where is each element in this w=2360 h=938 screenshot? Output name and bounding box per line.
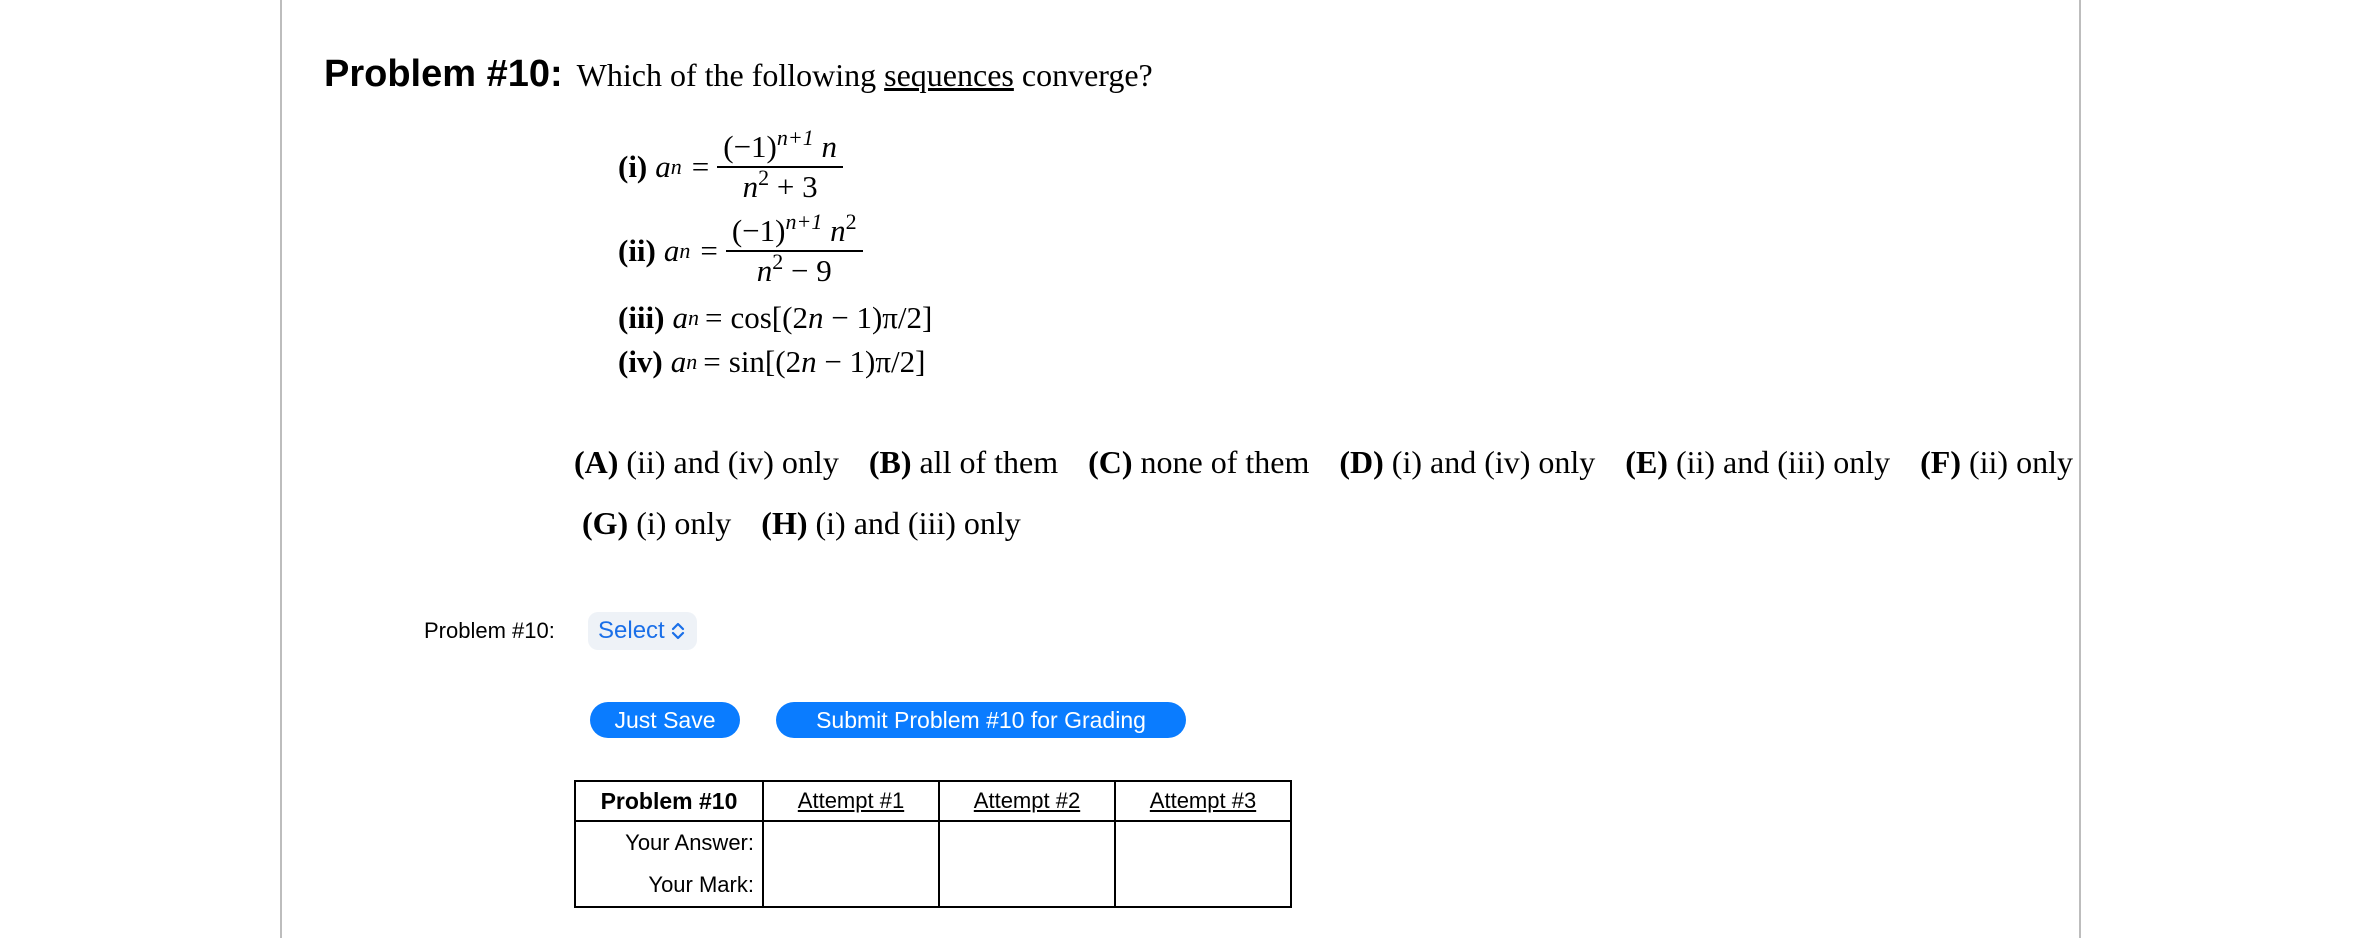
choice-letter: (H) [761, 505, 808, 541]
item-fraction [717, 125, 843, 204]
item-variable: a [670, 344, 687, 379]
sequence-item-iv: (iv) a n = sin[(2n − 1)π/2] [618, 344, 926, 379]
item-label: (iii) [618, 300, 665, 335]
choice-h [761, 505, 1020, 541]
choice-letter: (C) [1088, 444, 1133, 480]
attempt-2-header[interactable]: Attempt #2 [939, 781, 1115, 821]
attempt-3-answer-cell [1115, 821, 1291, 864]
submit-for-grading-button[interactable]: Submit Problem #10 for Grading [776, 702, 1186, 738]
choice-text: (ii) and (iii) only [1675, 444, 1891, 480]
fraction-denominator [737, 165, 824, 204]
choice-text: (ii) and (iv) only [626, 444, 839, 480]
expression-variable: n [801, 344, 817, 379]
problem-question [577, 57, 1153, 93]
attempts-table [574, 780, 1292, 908]
denominator-base: n [742, 169, 759, 204]
item-label: (iv) [618, 344, 663, 379]
your-answer-label: Your Answer: [575, 821, 763, 864]
answer-select-label: Problem #10: [424, 618, 555, 643]
numerator-exponent: n+1 [776, 125, 814, 150]
choice-d [1339, 444, 1595, 480]
attempt-1-header[interactable]: Attempt #1 [763, 781, 939, 821]
fraction-denominator [751, 249, 838, 288]
choice-g [582, 505, 731, 541]
question-underlined-word: sequences [884, 57, 1014, 93]
choice-e [1625, 444, 1890, 480]
choice-f [1920, 444, 2073, 480]
choice-letter: (B) [868, 444, 912, 480]
choice-c [1088, 444, 1309, 480]
expression-variable: n [807, 300, 824, 335]
item-label: (i) [618, 149, 648, 184]
item-equals: = [703, 344, 721, 379]
answer-select[interactable] [588, 612, 697, 650]
chevron-up-down-icon [671, 621, 685, 641]
attempts-table-header-row [575, 781, 1291, 821]
choice-text: (i) and (iv) only [1391, 444, 1596, 480]
expression-tail: − 1)π/2] [823, 300, 933, 335]
denominator-base: n [756, 253, 773, 288]
question-text-after: converge? [1021, 57, 1153, 93]
numerator-base: (−1) [723, 129, 777, 164]
problem-label: Problem #10: [324, 53, 563, 95]
numerator-tail: n [821, 129, 837, 164]
sequence-item-i: (i) a n = $\frac{(-1)^{n+1} n}{n^2 + 3}$ [618, 130, 843, 204]
choice-text: all of them [919, 444, 1059, 480]
item-equals: = [700, 233, 718, 268]
denominator-tail: + 3 [769, 169, 818, 204]
numerator-exponent: n+1 [785, 209, 823, 234]
attempt-2-answer-cell [939, 821, 1115, 864]
choice-text: (i) only [636, 505, 732, 541]
your-mark-label: Your Mark: [575, 864, 763, 907]
choice-letter: (A) [574, 444, 619, 480]
item-equals: = [705, 300, 723, 335]
denominator-exponent: 2 [772, 249, 784, 274]
answer-choices-row-1 [574, 444, 2095, 481]
expression-head: sin[(2 [728, 344, 802, 379]
numerator-base: (−1) [731, 213, 786, 248]
attempt-3-mark-cell [1115, 864, 1291, 907]
attempt-1-answer-cell [763, 821, 939, 864]
numerator-tail-exponent: 2 [845, 209, 857, 234]
choice-letter: (D) [1339, 444, 1384, 480]
attempt-3-header[interactable]: Attempt #3 [1115, 781, 1291, 821]
item-expression [729, 344, 926, 380]
choice-a [574, 444, 839, 480]
expression-tail: − 1)π/2] [816, 344, 926, 379]
attempt-1-mark-cell [763, 864, 939, 907]
answer-select-value: Select [598, 617, 665, 644]
choice-b [869, 444, 1058, 480]
item-variable: a [655, 149, 671, 184]
question-text-before: Which of the following [576, 57, 877, 93]
item-fraction [726, 209, 863, 288]
choice-text: none of them [1140, 444, 1310, 480]
item-label: (ii) [618, 233, 656, 268]
fraction-numerator [717, 125, 843, 168]
denominator-tail: − 9 [783, 253, 832, 288]
sequence-item-iii: (iii) a n = cos[(2n − 1)π/2] [618, 300, 933, 335]
attempt-2-mark-cell [939, 864, 1115, 907]
item-expression [730, 300, 932, 336]
choice-text: (ii) only [1968, 444, 2073, 480]
your-answer-row [575, 821, 1291, 864]
just-save-button[interactable]: Just Save [590, 702, 740, 738]
attempts-table-problem-header: Problem #10 [575, 781, 763, 821]
item-equals: = [691, 149, 710, 184]
expression-head: cos[(2 [730, 300, 808, 335]
choice-letter: (F) [1920, 444, 1961, 480]
choice-letter: (E) [1625, 444, 1668, 480]
item-variable: a [672, 300, 688, 335]
choice-letter: (G) [582, 505, 629, 541]
sequence-item-ii: (ii) a n = $\frac{(-1)^{n+1} n^2}{n^2 - 9}$ [618, 214, 863, 288]
item-variable: a [663, 233, 680, 268]
choice-text: (i) and (iii) only [815, 505, 1021, 541]
problem-heading [324, 46, 1153, 110]
page-frame-left [280, 0, 282, 938]
your-mark-row [575, 864, 1291, 907]
numerator-tail: n [830, 213, 846, 248]
denominator-exponent: 2 [758, 165, 770, 190]
fraction-numerator [726, 209, 863, 252]
answer-choices-row-2 [582, 505, 1043, 542]
